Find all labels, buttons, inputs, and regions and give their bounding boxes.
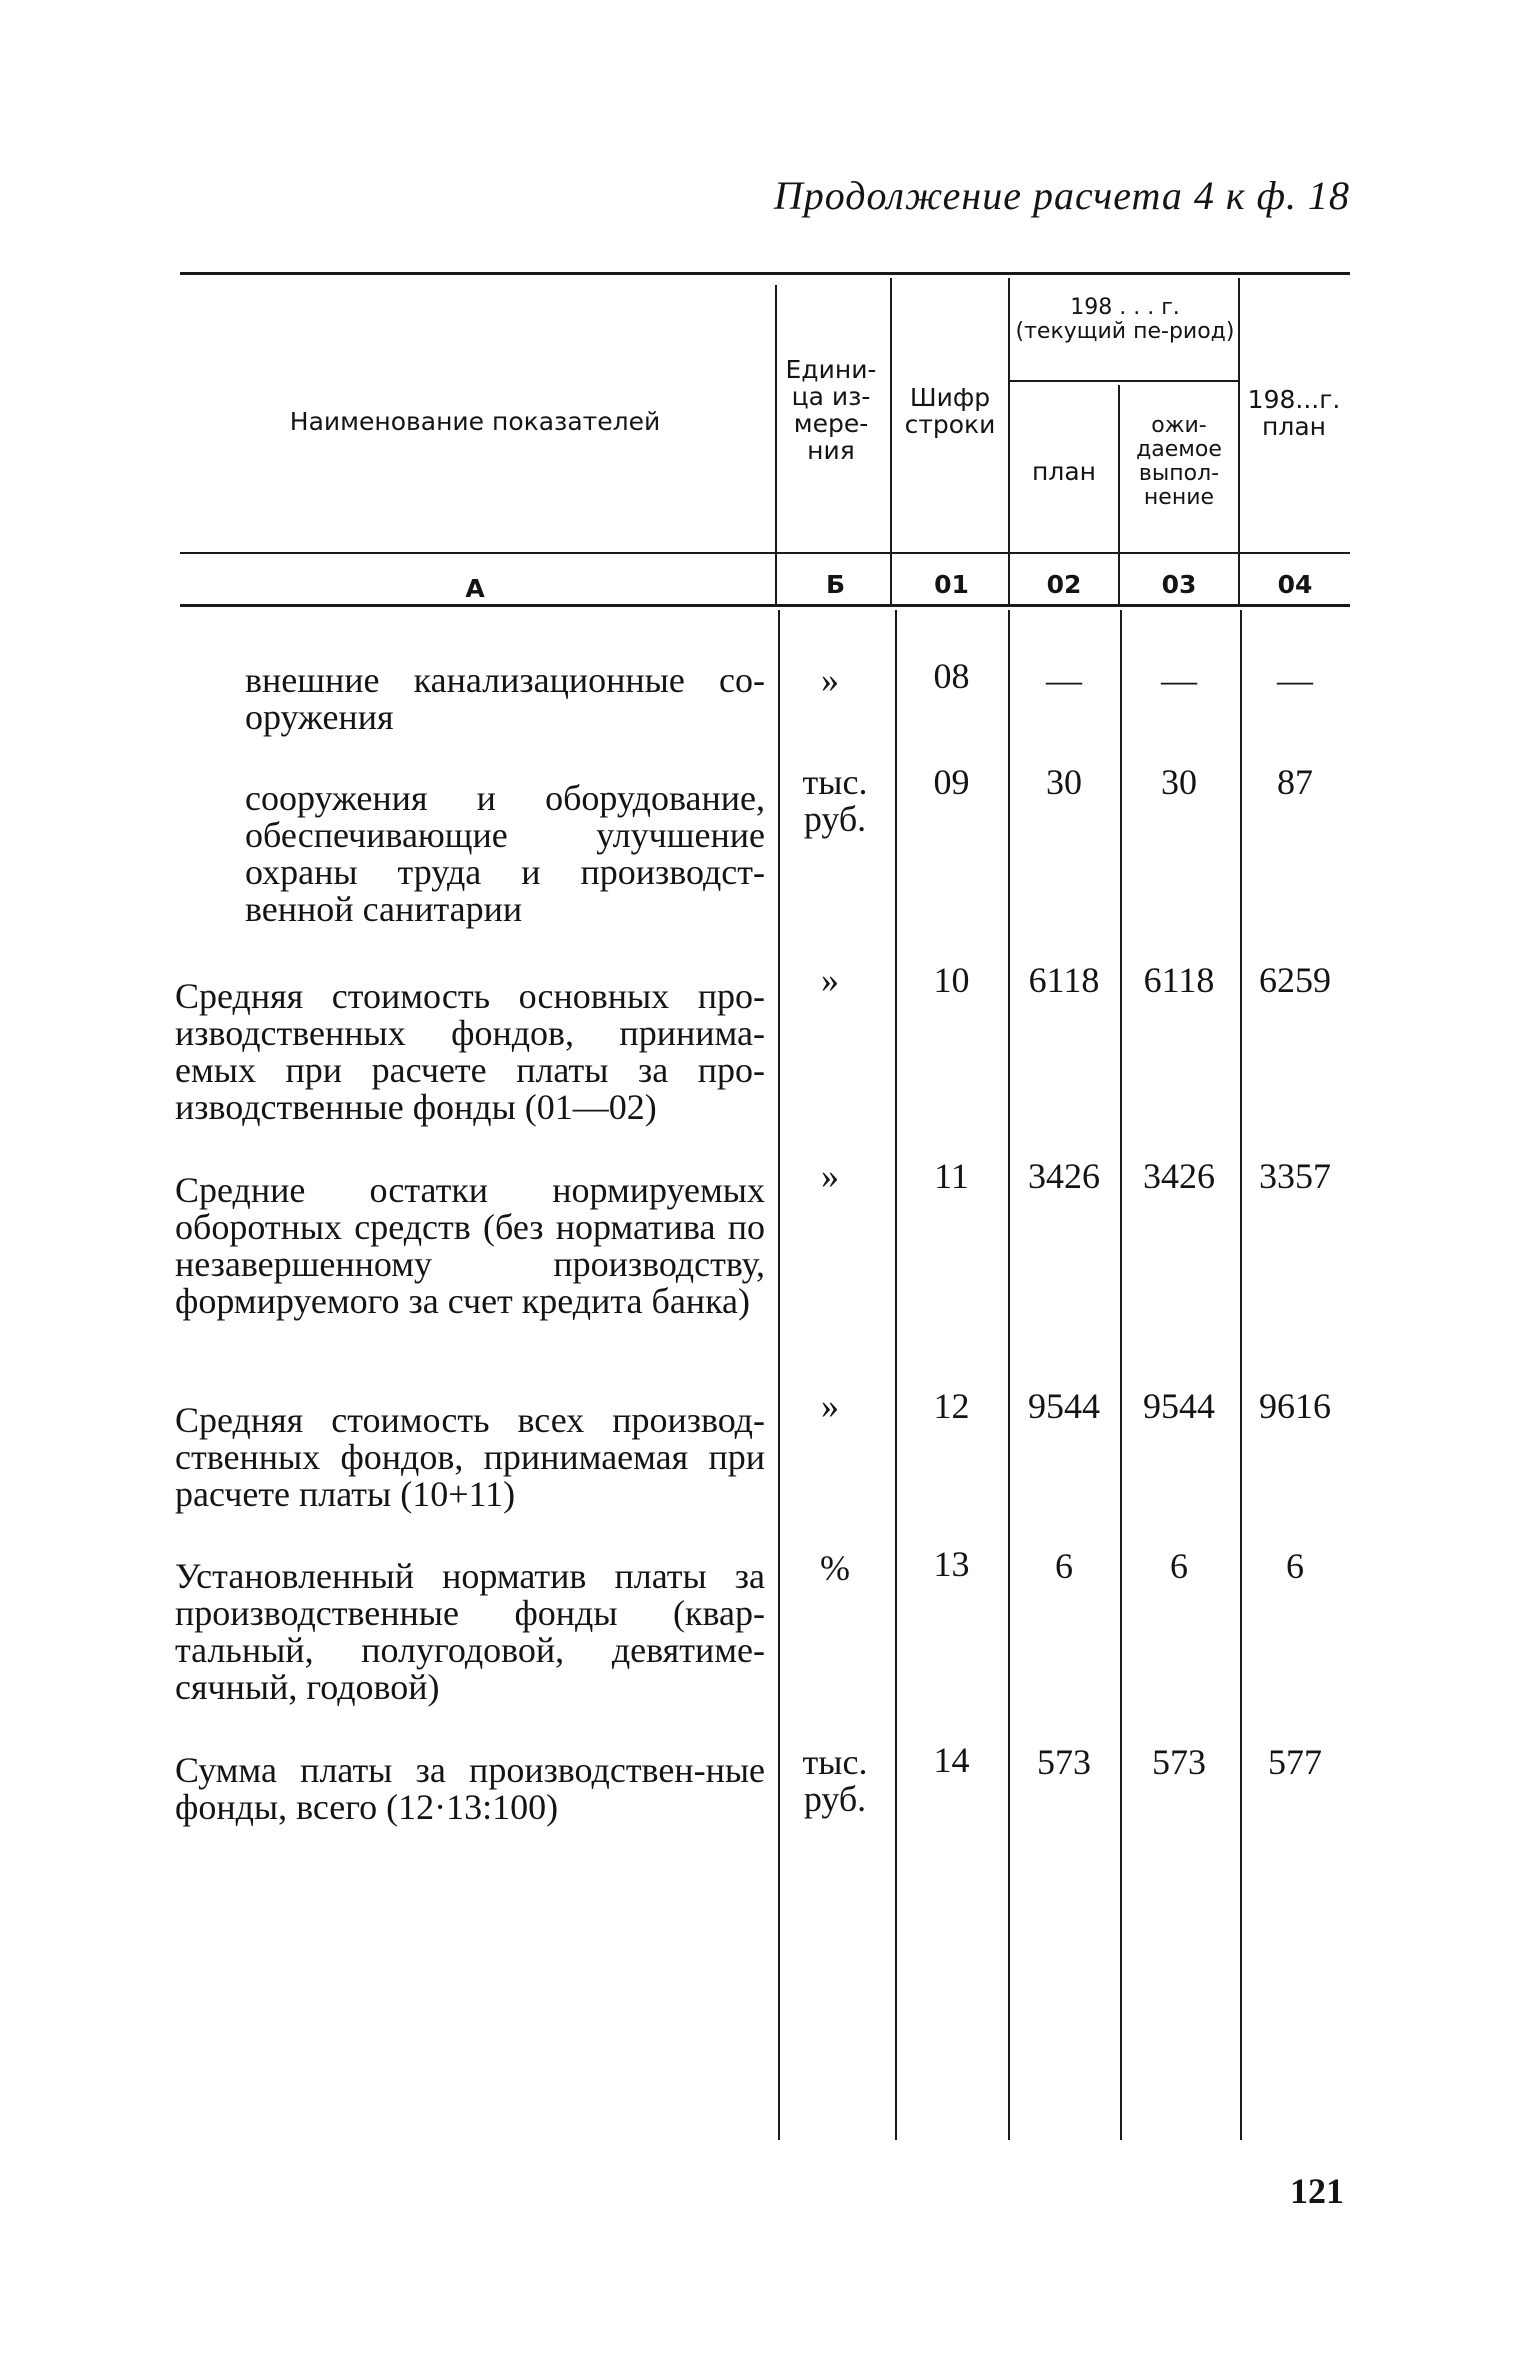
table-row-14-expected: 573 bbox=[1152, 1742, 1206, 1782]
table-row-10-plan: 6118 bbox=[1028, 960, 1100, 1000]
table-row-08-label: внешние канализационные со-оружения bbox=[245, 660, 765, 737]
colnum-a: А bbox=[465, 574, 485, 603]
header-expected: ожи-даемое выпол-нение bbox=[1136, 413, 1222, 510]
table-row-08-code: 08 bbox=[933, 656, 970, 696]
header-unit: Едини-ца из-мере-ния bbox=[785, 355, 877, 465]
table-row-09-next-plan: 87 bbox=[1277, 762, 1313, 802]
body-divider-code bbox=[895, 610, 897, 2140]
header-code: Шифр строки bbox=[904, 383, 996, 439]
table-row-14-unit: тыс. руб. bbox=[802, 1742, 868, 1819]
table-row-14-plan: 573 bbox=[1037, 1742, 1091, 1782]
table-row-08-unit: » bbox=[821, 660, 839, 700]
table-row-11-code: 11 bbox=[934, 1156, 969, 1196]
table-row-13-expected: 6 bbox=[1170, 1546, 1188, 1586]
body-divider-expected bbox=[1120, 610, 1122, 2140]
colnum-04: 04 bbox=[1277, 570, 1313, 599]
table-top-rule bbox=[180, 272, 1350, 275]
table-row-13-plan: 6 bbox=[1055, 1546, 1073, 1586]
period-subheader-rule bbox=[1010, 380, 1240, 382]
col-divider-code bbox=[890, 278, 892, 605]
body-divider-plan bbox=[1008, 610, 1010, 2140]
table-row-11-plan: 3426 bbox=[1028, 1156, 1100, 1196]
table-row-10-code: 10 bbox=[933, 960, 970, 1000]
colnum-02: 02 bbox=[1046, 570, 1082, 599]
table-row-09-plan: 30 bbox=[1046, 762, 1082, 802]
running-head: Продолжение расчета 4 к ф. 18 bbox=[773, 173, 1350, 218]
table-row-11-next-plan: 3357 bbox=[1259, 1156, 1331, 1196]
table-row-12-label: Средняя стоимость всех производ-ственных фондов, принимаемая при расчете платы (10+11) bbox=[175, 1400, 765, 1514]
table-row-11-expected: 3426 bbox=[1143, 1156, 1215, 1196]
colnum-03: 03 bbox=[1161, 570, 1197, 599]
table-row-10-expected: 6118 bbox=[1143, 960, 1215, 1000]
table-row-11-label: Средние остатки нормируемых оборотных средств (без норматива по незавершенному производству, формируемого за счет кредита банка) bbox=[175, 1170, 765, 1321]
table-row-10-label: Средняя стоимость основных про-изводственных фондов, принима-емых при расчете платы за про-изводственные фонды (01—02) bbox=[175, 976, 765, 1127]
table-row-09-label: сооружения и оборудование, обеспечивающие улучшение охраны труда и производст-венной санитарии bbox=[245, 778, 765, 929]
col-divider-plan bbox=[1008, 278, 1010, 605]
table-row-14-next-plan: 577 bbox=[1268, 1742, 1322, 1782]
table-row-12-code: 12 bbox=[933, 1386, 970, 1426]
table-row-14-label: Сумма платы за производствен-ные фонды, всего (12·13:100) bbox=[175, 1750, 765, 1827]
table-row-09-unit: тыс. руб. bbox=[802, 762, 868, 839]
header-next-plan: 198...г. план bbox=[1247, 385, 1341, 441]
table-row-12-unit: » bbox=[821, 1386, 839, 1426]
table-row-10-unit: » bbox=[821, 960, 839, 1000]
column-number-bottom-rule bbox=[180, 604, 1350, 607]
table-row-13-next-plan: 6 bbox=[1286, 1546, 1304, 1586]
table-row-12-plan: 9544 bbox=[1028, 1386, 1100, 1426]
table-row-13-code: 13 bbox=[933, 1544, 970, 1584]
table-row-08-expected: — bbox=[1161, 660, 1197, 700]
body-divider-next-plan bbox=[1240, 610, 1242, 2140]
table-row-14-code: 14 bbox=[933, 1740, 970, 1780]
table-row-10-next-plan: 6259 bbox=[1259, 960, 1331, 1000]
colnum-b: Б bbox=[825, 570, 846, 599]
table-row-13-unit: % bbox=[820, 1548, 850, 1588]
table-row-13-label: Установленный норматив платы за производственные фонды (квар-тальный, полугодовой, девятиме-сячный, годовой) bbox=[175, 1556, 765, 1707]
table-row-08-plan: — bbox=[1046, 660, 1082, 700]
colnum-01: 01 bbox=[934, 570, 969, 599]
header-bottom-rule bbox=[180, 552, 1350, 554]
table-row-12-next-plan: 9616 bbox=[1259, 1386, 1331, 1426]
table-row-12-expected: 9544 bbox=[1143, 1386, 1215, 1426]
table-row-11-unit: » bbox=[821, 1156, 839, 1196]
header-current-period: 198 . . . г. (текущий пе-риод) bbox=[1015, 295, 1235, 344]
header-plan: план bbox=[1032, 457, 1096, 486]
table-row-09-expected: 30 bbox=[1161, 762, 1197, 802]
body-divider-unit bbox=[778, 610, 780, 2140]
page-number: 121 bbox=[1290, 2171, 1344, 2211]
col-divider-next-plan bbox=[1238, 278, 1240, 605]
table-row-09-code: 09 bbox=[933, 762, 970, 802]
table-row-08-next-plan: — bbox=[1277, 660, 1313, 700]
header-name: Наименование показателей bbox=[289, 407, 661, 436]
